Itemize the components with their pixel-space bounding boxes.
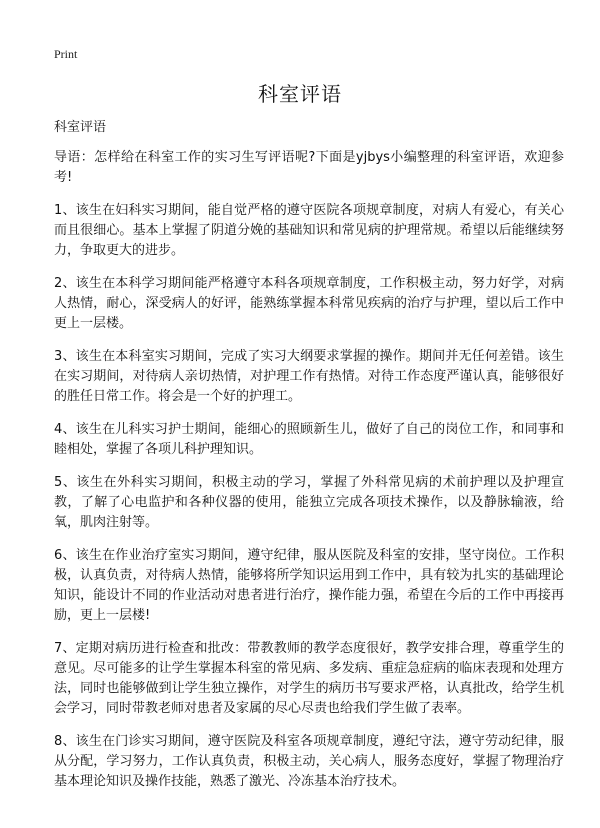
- comment-paragraph-5: 5、该生在外科实习期间，积极主动的学习，掌握了外科常见病的术前护理以及护理宣教，了解了心电监护和各种仪器的使用，能独立完成各项技术操作，以及静脉输液，给氧，肌肉注射等。: [54, 475, 564, 530]
- comment-paragraph-8: 8、该生在门诊实习期间，遵守医院及科室各项规章制度，遵纪守法，遵守劳动纪律，服从分配，学习努力，工作认真负责，积极主动，关心病人，服务态度好，掌握了物理治疗基本理论知识及操作技能，熟悉了激光、冷冻基本治疗技术。: [54, 734, 564, 789]
- print-link[interactable]: Print: [54, 47, 78, 61]
- comment-paragraph-2: 2、该生在本科学习期间能严格遵守本科各项规章制度，工作积极主动，努力好学，对病人热情，耐心，深受病人的好评，能熟练掌握本科常见疾病的治疗与护理，望以后工作中更上一层楼。: [54, 276, 564, 331]
- comment-paragraph-7: 7、定期对病历进行检查和批改：带教教师的教学态度很好，教学安排合理，尊重学生的意见。尽可能多的让学生掌握本科室的常见病、多发病、重症急症病的临床表现和处理方法，同时也能够做到让学生独立操作，对学生的病历书写要求严格，认真批改，给学生机会学习，同时带教老师对患者及家属的尽心尽责也给我们学生做了表率。: [54, 641, 564, 716]
- intro-paragraph: 导语：怎样给在科室工作的实习生写评语呢?下面是yjbys小编整理的科室评语，欢迎参考!: [54, 150, 564, 185]
- page-title: 科室评语: [258, 82, 342, 106]
- comment-paragraph-3: 3、该生在本科室实习期间，完成了实习大纲要求掌握的操作。期间并无任何差错。该生在实习期间，对待病人亲切热情，对护理工作有热情。对待工作态度严谨认真，能够很好的胜任日常工作。将会是一个好的护理工。: [54, 349, 564, 404]
- comment-paragraph-4: 4、该生在儿科实习护士期间，能细心的照顾新生儿，做好了自己的岗位工作，和同事和睦相处，掌握了各项儿科护理知识。: [54, 422, 564, 457]
- comment-paragraph-6: 6、该生在作业治疗室实习期间，遵守纪律，服从医院及科室的安排，坚守岗位。工作积极，认真负责，对待病人热情，能够将所学知识运用到工作中，具有较为扎实的基础理论知识，能设计不同的作业活动对患者进行治疗，操作能力强，希望在今后的工作中再接再励，更上一层楼!: [54, 548, 564, 623]
- document-body: [54, 118, 564, 805]
- document-subtitle: 科室评语: [54, 120, 107, 135]
- comment-paragraph-1: 1、该生在妇科实习期间，能自觉严格的遵守医院各项规章制度，对病人有爱心，有关心而且很细心。基本上掌握了阴道分娩的基础知识和常见病的护理常规。希望以后能继续努力，争取更大的进步。: [54, 203, 564, 258]
